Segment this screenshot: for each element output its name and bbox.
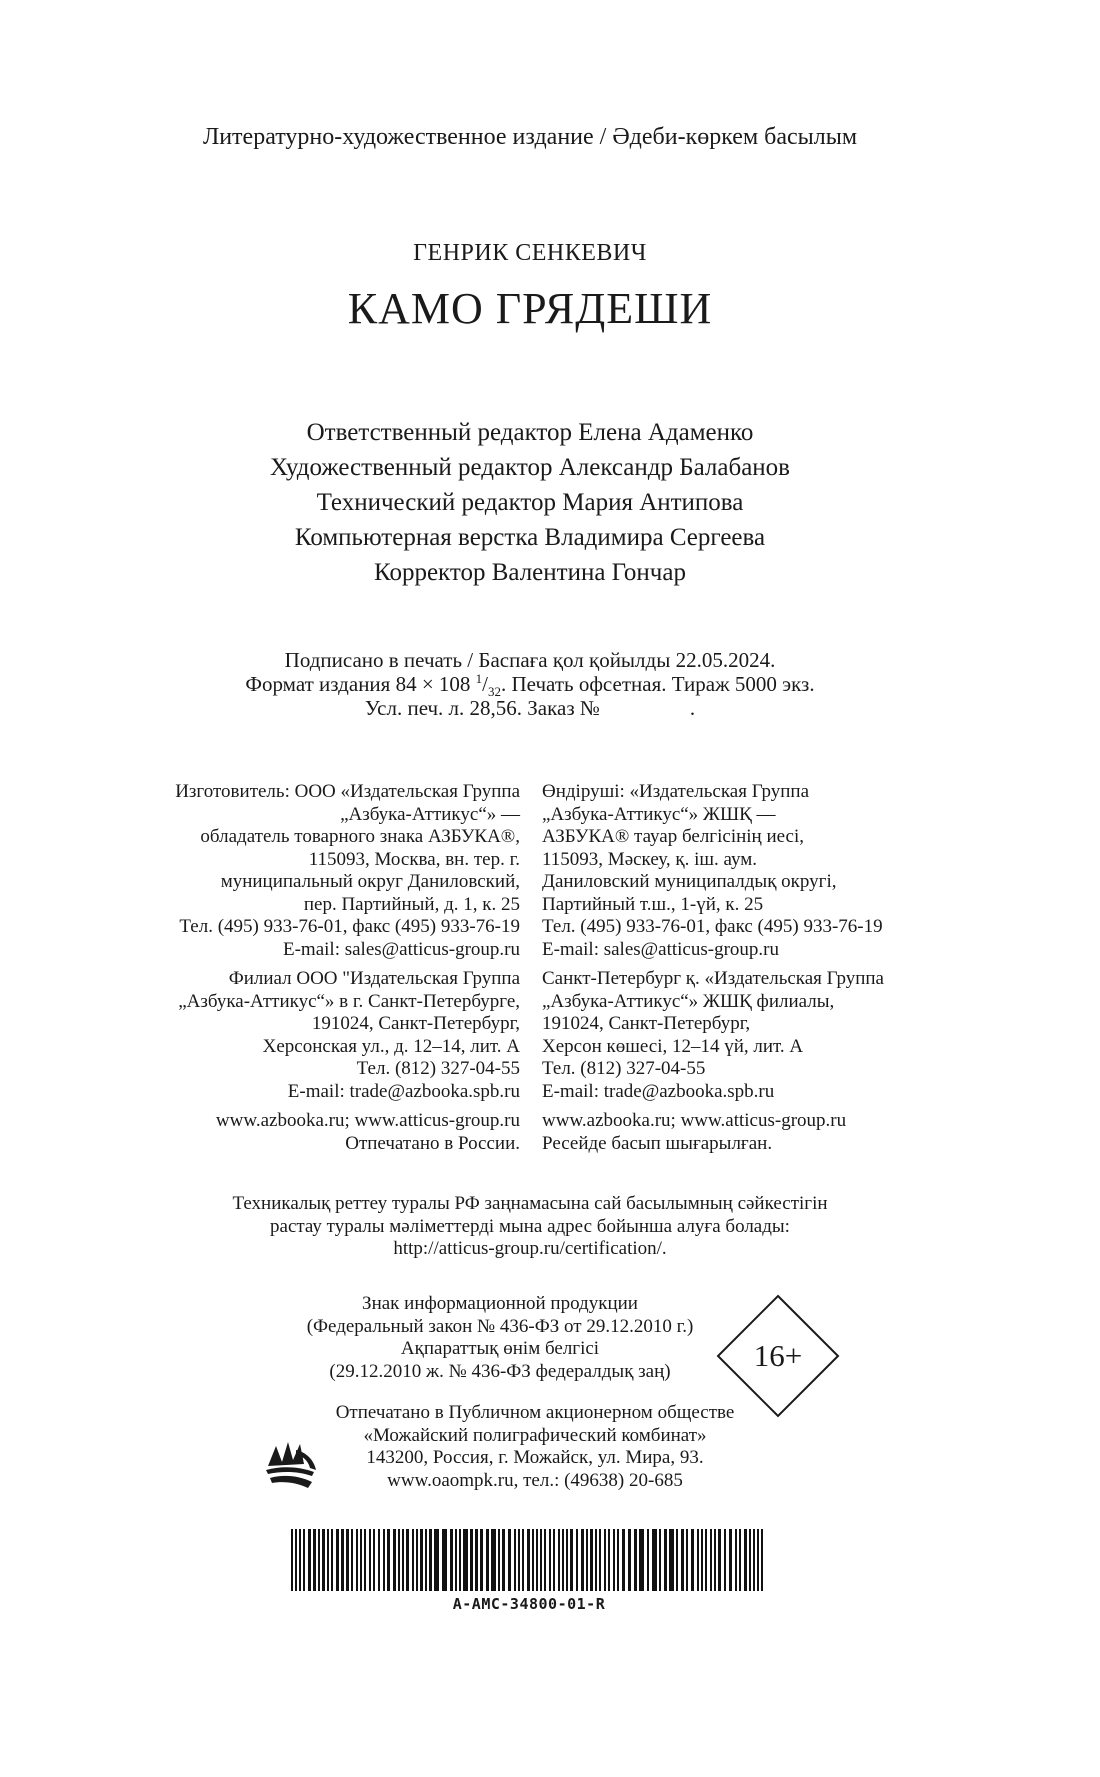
- barcode-bar: [634, 1529, 637, 1591]
- barcode-bar: [613, 1529, 615, 1591]
- barcode-bar: [398, 1529, 400, 1591]
- barcode-bar: [622, 1529, 625, 1591]
- manufacturer-ru-line: „Азбука-Аттикус“» —: [340, 803, 520, 825]
- barcode-bar: [718, 1529, 721, 1591]
- printer-line: «Можайский полиграфический комбинат»: [363, 1424, 707, 1446]
- barcode-bar: [318, 1529, 320, 1591]
- barcode-bar: [299, 1529, 301, 1591]
- barcode-bar: [360, 1529, 362, 1591]
- format-line: [0, 671, 1060, 700]
- format-suffix: . Печать офсетная. Тираж 5000 экз.: [501, 672, 815, 696]
- barcode-bar: [463, 1529, 468, 1591]
- barcode-bar: [522, 1529, 524, 1591]
- footer-kz-line: Ресейде басып шығарылған.: [542, 1132, 773, 1154]
- spacer: [80, 961, 520, 968]
- credit-line: Художественный редактор Александр Балабанов: [270, 454, 790, 481]
- barcode-bar: [412, 1529, 414, 1591]
- barcode-bar: [378, 1529, 380, 1591]
- manufacturer-kz-line: АЗБУКА® тауар белгісінің иесі,: [542, 826, 804, 847]
- barcode-bar: [373, 1529, 375, 1591]
- manufacturer-ru-line: пер. Партийный, д. 1, к. 25: [303, 893, 520, 915]
- barcode-bar: [491, 1529, 496, 1591]
- age-rating-line: Ақпараттық өнім белгісі: [400, 1338, 600, 1359]
- barcode-bar: [562, 1529, 564, 1591]
- branch-kz-line: Санкт-Петербург қ. «Издательская Группа: [542, 968, 884, 989]
- branch-kz-line: 191024, Санкт-Петербург,: [542, 1013, 751, 1034]
- barcode-bar: [331, 1529, 333, 1591]
- certification-line: растау туралы мәліметтерді мына адрес бойынша алуға болады:: [270, 1215, 790, 1237]
- certification-note: [0, 1193, 1060, 1261]
- barcode-bar: [553, 1529, 555, 1591]
- barcode-bar: [686, 1529, 688, 1591]
- barcode-bar: [608, 1529, 610, 1591]
- print-info: [0, 648, 1060, 720]
- barcode-bar: [420, 1529, 423, 1591]
- barcode-bar: [724, 1529, 726, 1591]
- manufacturer-kz-line: Партийный т.ш., 1-үй, к. 25: [542, 893, 764, 915]
- format-numerator: 1: [475, 671, 483, 686]
- barcode-bar: [617, 1529, 619, 1591]
- barcode-bar: [681, 1529, 684, 1591]
- barcode-bar: [402, 1529, 404, 1591]
- age-rating-line: (Федеральный закон № 436-ФЗ от 29.12.2010 г.): [306, 1315, 694, 1337]
- printer-info: [260, 1402, 810, 1492]
- barcode-bar: [308, 1529, 311, 1591]
- barcode-bar: [549, 1529, 551, 1591]
- barcode-bar: [705, 1529, 707, 1591]
- barcode-bar: [664, 1529, 667, 1591]
- barcode-bar: [442, 1529, 447, 1591]
- barcode-bar: [416, 1529, 418, 1591]
- manufacturer-kz-line: E-mail: sales@atticus-group.ru: [542, 938, 779, 960]
- barcode-bar: [364, 1529, 366, 1591]
- manufacturer-ru-line: муниципальный округ Даниловский,: [220, 871, 520, 892]
- branch-ru-line: „Азбука-Аттикус“» в г. Санкт-Петербурге,: [178, 990, 520, 1012]
- age-rating-text: [260, 1293, 740, 1383]
- branch-kz-line: Херсон көшесі, 12–14 үй, лит. А: [542, 1035, 804, 1057]
- barcode-bar: [544, 1529, 546, 1591]
- barcode-code: A-AMC-34800-01-R: [452, 1595, 606, 1613]
- age-rating-label: [716, 1294, 840, 1418]
- barcode-bar: [532, 1529, 534, 1591]
- footer-ru-line: Отпечатано в России.: [345, 1132, 520, 1154]
- barcode-bar: [590, 1529, 593, 1591]
- manufacturer-kz-line: „Азбука-Аттикус“» ЖШҚ —: [542, 803, 776, 825]
- barcode-bar: [659, 1529, 661, 1591]
- barcode-bar: [540, 1529, 542, 1591]
- branch-ru-line: Тел. (812) 327-04-55: [356, 1058, 520, 1079]
- barcode-bar: [536, 1529, 538, 1591]
- barcode-bar: [291, 1529, 293, 1591]
- barcode-bar: [761, 1529, 763, 1591]
- order-line: [0, 696, 1060, 720]
- format-denominator: 32: [488, 684, 502, 700]
- credit-line: Корректор Валентина Гончар: [374, 559, 686, 586]
- barcode-bar: [735, 1529, 737, 1591]
- format-prefix: Формат издания 84 × 108: [245, 672, 476, 696]
- barcode-bar: [576, 1529, 578, 1591]
- book-author: ГЕНРИК СЕНКЕВИЧ: [413, 240, 647, 266]
- age-rating-line: Знак информационной продукции: [362, 1293, 638, 1314]
- barcode-bar: [393, 1529, 396, 1591]
- manufacturer-kz-line: Тел. (495) 933-76-01, факс (495) 933-76-19: [542, 916, 883, 937]
- branch-ru-line: E-mail: trade@azbooka.spb.ru: [287, 1080, 520, 1102]
- barcode-bar: [514, 1529, 516, 1591]
- printer-logo-icon: [262, 1436, 318, 1494]
- barcode-bar: [639, 1529, 644, 1591]
- barcode-bar: [744, 1529, 747, 1591]
- barcode-bar: [327, 1529, 329, 1591]
- barcode-bar: [369, 1529, 371, 1591]
- branch-kz-line: „Азбука-Аттикус“» ЖШҚ филиалы,: [542, 990, 835, 1012]
- barcode-bar: [595, 1529, 597, 1591]
- manufacturer-ru-line: Изготовитель: ООО «Издательская Группа: [175, 781, 520, 802]
- barcode-bar: [570, 1529, 573, 1591]
- barcode-bar: [406, 1529, 409, 1591]
- barcode-bar: [434, 1529, 439, 1591]
- barcode-bar: [729, 1529, 732, 1591]
- printer-line: www.oaompk.ru, тел.: (49638) 20-685: [387, 1469, 683, 1491]
- barcode-bar: [425, 1529, 427, 1591]
- barcode-bar: [480, 1529, 483, 1591]
- barcode-bar: [604, 1529, 606, 1591]
- printer-line: 143200, Россия, г. Можайск, ул. Мира, 93.: [366, 1447, 704, 1468]
- barcode-bar: [502, 1529, 505, 1591]
- barcode-bar: [387, 1529, 390, 1591]
- barcode-bar: [691, 1529, 694, 1591]
- age-rating-value: 16+: [753, 1338, 803, 1373]
- barcode-bar: [757, 1529, 759, 1591]
- barcode-bar: [739, 1529, 741, 1591]
- barcode-bar: [558, 1529, 560, 1591]
- manufacturer-ru-line: 115093, Москва, вн. тер. г.: [308, 848, 520, 870]
- edition-type: Литературно-художественное издание / Әдеби-көркем басылым: [202, 124, 858, 150]
- credit-line: Ответственный редактор Елена Адаменко: [306, 419, 754, 446]
- barcode-bar: [470, 1529, 473, 1591]
- barcode-bar: [346, 1529, 349, 1591]
- order-suffix: .: [689, 696, 696, 720]
- barcode-bar: [566, 1529, 568, 1591]
- barcode-bar: [498, 1529, 500, 1591]
- barcode-bar: [697, 1529, 699, 1591]
- barcode-bar: [455, 1529, 457, 1591]
- branch-ru-line: Филиал ООО "Издательская Группа: [228, 968, 520, 989]
- printer-line: Отпечатано в Публичном акционерном обществе: [335, 1402, 735, 1423]
- barcode-bar: [351, 1529, 353, 1591]
- branch-kz-line: Тел. (812) 327-04-55: [542, 1058, 706, 1079]
- credits-block: [0, 415, 1060, 590]
- barcode-bar: [303, 1529, 305, 1591]
- barcode-bar: [669, 1529, 674, 1591]
- certification-line: Техникалық реттеу туралы РФ заңнамасына сай басылымның сәйкестігін: [232, 1193, 828, 1214]
- barcode-bar: [527, 1529, 530, 1591]
- spacer: [542, 961, 992, 968]
- barcode-bar: [749, 1529, 751, 1591]
- barcode-bar: [356, 1529, 358, 1591]
- signed-for-print: Подписано в печать / Баспаға қол қойылды 22.05.2024.: [284, 648, 776, 672]
- barcode-bar: [383, 1529, 385, 1591]
- manufacturer-ru-line: E-mail: sales@atticus-group.ru: [283, 938, 520, 960]
- barcode-bar: [429, 1529, 432, 1591]
- certification-link: http://atticus-group.ru/certification/.: [393, 1238, 667, 1259]
- barcode-bar: [486, 1529, 489, 1591]
- barcode-bar: [647, 1529, 649, 1591]
- barcode-bar: [475, 1529, 478, 1591]
- manufacturer-kz-line: 115093, Мәскеу, қ. іш. аум.: [542, 848, 758, 870]
- barcode-bar: [518, 1529, 520, 1591]
- barcode-bar: [676, 1529, 678, 1591]
- barcode-bar: [459, 1529, 461, 1591]
- barcode-bar: [701, 1529, 703, 1591]
- order-prefix: Усл. печ. л. 28,56. Заказ №: [364, 696, 600, 720]
- credit-line: Компьютерная верстка Владимира Сергеева: [294, 524, 766, 551]
- manufacturer-ru-line: обладатель товарного знака АЗБУКА®,: [200, 826, 520, 847]
- barcode-bar: [336, 1529, 339, 1591]
- barcode-bar: [714, 1529, 716, 1591]
- barcode-bar: [753, 1529, 755, 1591]
- manufacturer-kz-line: Даниловский муниципалдық округі,: [542, 871, 837, 892]
- branch-ru-line: 191024, Санкт-Петербург,: [311, 1013, 520, 1034]
- branch-ru-line: Херсонская ул., д. 12–14, лит. А: [262, 1035, 520, 1057]
- imprint-column-ru: [80, 781, 520, 1155]
- footer-ru-line: www.azbooka.ru; www.atticus-group.ru: [215, 1110, 520, 1131]
- barcode-bar: [628, 1529, 631, 1591]
- barcode-bar: [450, 1529, 453, 1591]
- barcode-bar: [508, 1529, 511, 1591]
- barcode-bar: [586, 1529, 588, 1591]
- barcode-bar: [322, 1529, 325, 1591]
- barcode-bar: [341, 1529, 344, 1591]
- barcode-bar: [313, 1529, 316, 1591]
- barcode-bar: [710, 1529, 712, 1591]
- branch-kz-line: E-mail: trade@azbooka.spb.ru: [542, 1080, 775, 1102]
- barcode-bar: [599, 1529, 601, 1591]
- barcode-bar: [581, 1529, 584, 1591]
- credit-line: Технический редактор Мария Антипова: [316, 489, 744, 516]
- manufacturer-kz-line: Өндіруші: «Издательская Группа: [542, 781, 810, 802]
- imprint-column-kz: [542, 781, 992, 1155]
- barcode: [291, 1529, 767, 1591]
- book-title: КАМО ГРЯДЕШИ: [347, 284, 713, 333]
- footer-kz-line: www.azbooka.ru; www.atticus-group.ru: [542, 1110, 847, 1131]
- barcode-bar: [295, 1529, 297, 1591]
- age-rating-line: (29.12.2010 ж. № 436-ФЗ федералдық заң): [329, 1360, 671, 1382]
- spacer: [80, 1103, 520, 1110]
- spacer: [542, 1103, 992, 1110]
- manufacturer-ru-line: Тел. (495) 933-76-01, факс (495) 933-76-19: [179, 916, 520, 937]
- format-slash: /: [482, 672, 489, 696]
- barcode-bar: [652, 1529, 657, 1591]
